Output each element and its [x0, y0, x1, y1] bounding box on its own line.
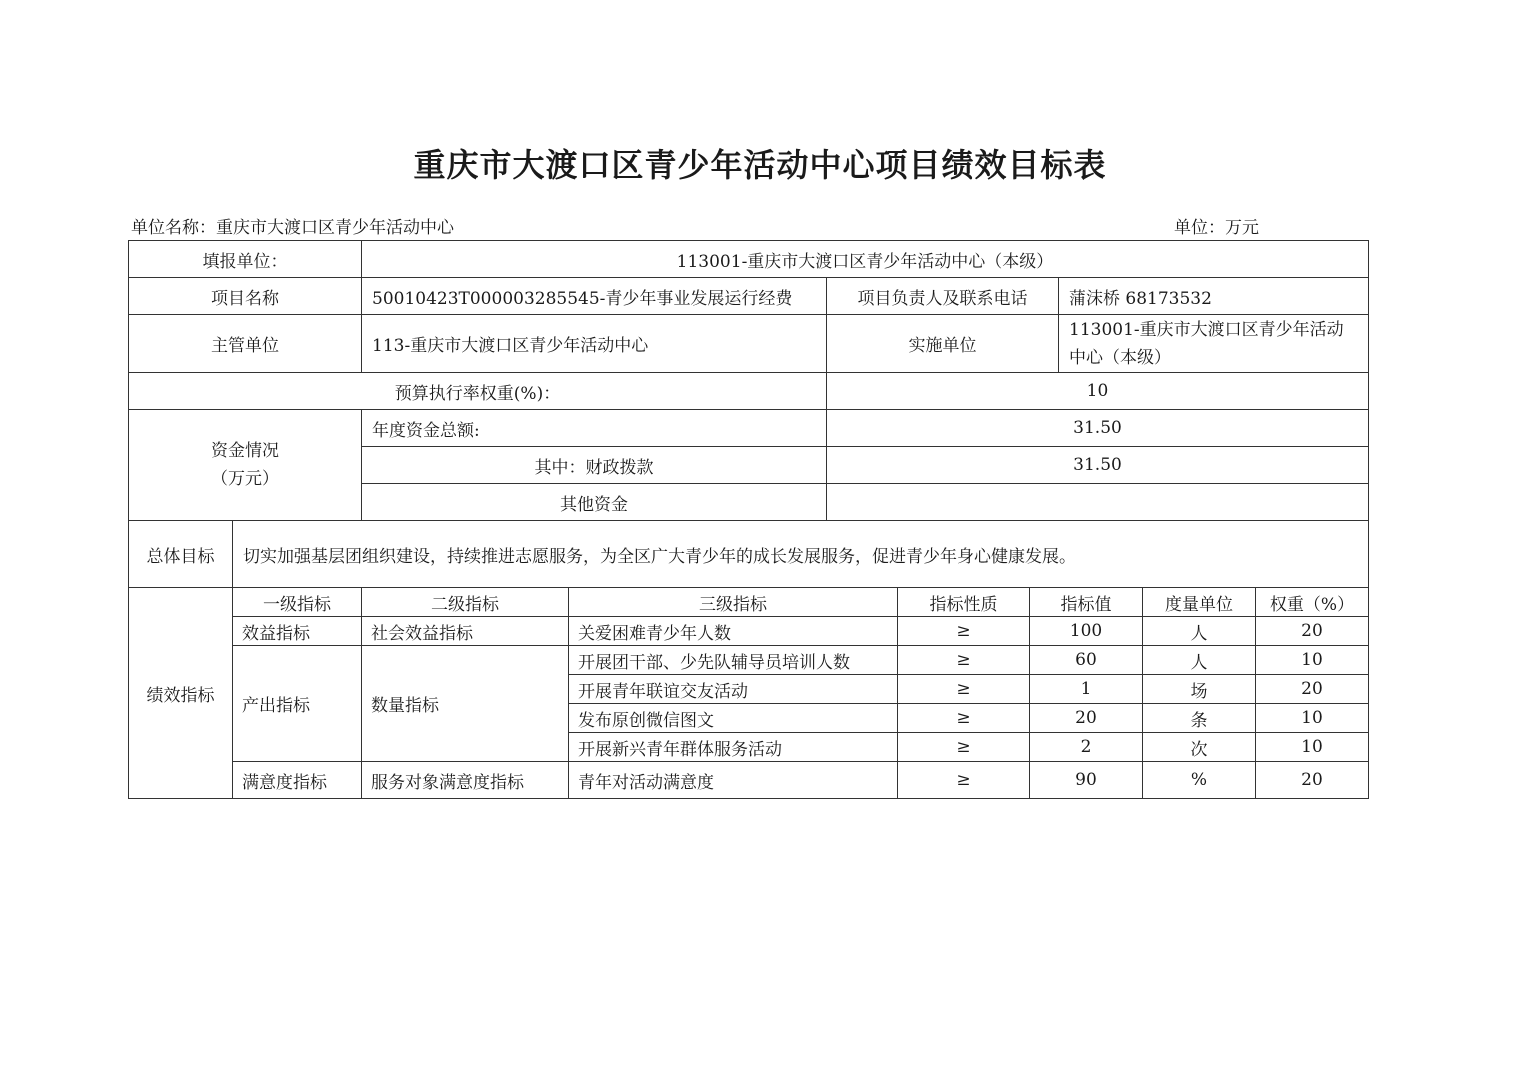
budget-rate-value: 10 [827, 373, 1369, 410]
project-info-table [128, 240, 1369, 588]
table-row [129, 762, 1369, 799]
nature-cell: ≥ [898, 762, 1030, 799]
value-cell: 2 [1030, 733, 1143, 762]
currency-unit-label: 单位：万元 [1174, 218, 1259, 238]
level1-cell: 效益指标 [233, 617, 362, 646]
fiscal-label: 其中：财政拨款 [362, 447, 827, 484]
header-weight: 权重（%） [1256, 588, 1369, 617]
table-row [129, 646, 1369, 675]
value-cell: 60 [1030, 646, 1143, 675]
unit-cell: 条 [1143, 704, 1256, 733]
implementer-label: 实施单位 [827, 315, 1059, 373]
other-funds-label: 其他资金 [362, 484, 827, 521]
reporting-unit-label: 填报单位： [129, 241, 362, 278]
header-level3: 三级指标 [569, 588, 898, 617]
level1-cell: 满意度指标 [233, 762, 362, 799]
unit-cell: 人 [1143, 646, 1256, 675]
nature-cell: ≥ [898, 675, 1030, 704]
nature-cell: ≥ [898, 733, 1030, 762]
value-cell: 100 [1030, 617, 1143, 646]
nature-cell: ≥ [898, 704, 1030, 733]
unit-cell: 场 [1143, 675, 1256, 704]
project-name-label: 项目名称 [129, 278, 362, 315]
level3-cell: 开展团干部、少先队辅导员培训人数 [569, 646, 898, 675]
performance-section-label: 绩效指标 [129, 588, 233, 799]
annual-total-label: 年度资金总额: [362, 410, 827, 447]
unit-cell: 人 [1143, 617, 1256, 646]
weight-cell: 20 [1256, 675, 1369, 704]
weight-cell: 20 [1256, 617, 1369, 646]
annual-total-value: 31.50 [827, 410, 1369, 447]
funds-label-text: 资金情况 [211, 441, 279, 461]
level3-cell: 开展青年联谊交友活动 [569, 675, 898, 704]
header-level2: 二级指标 [362, 588, 569, 617]
funds-unit-text: （万元） [211, 469, 279, 489]
fiscal-value: 31.50 [827, 447, 1369, 484]
value-cell: 90 [1030, 762, 1143, 799]
unit-name-label: 单位名称：重庆市大渡口区青少年活动中心 [131, 218, 454, 238]
level3-cell: 发布原创微信图文 [569, 704, 898, 733]
level2-cell: 服务对象满意度指标 [362, 762, 569, 799]
header-value: 指标值 [1030, 588, 1143, 617]
performance-indicator-table [128, 587, 1369, 799]
level2-cell: 社会效益指标 [362, 617, 569, 646]
implementer-value: 113001-重庆市大渡口区青少年活动中心（本级） [1059, 315, 1369, 373]
value-cell: 1 [1030, 675, 1143, 704]
level3-cell: 青年对活动满意度 [569, 762, 898, 799]
header-level1: 一级指标 [233, 588, 362, 617]
unit-cell: % [1143, 762, 1256, 799]
page-title: 重庆市大渡口区青少年活动中心项目绩效目标表 [413, 146, 1107, 184]
weight-cell: 10 [1256, 733, 1369, 762]
overall-goal-value: 切实加强基层团组织建设，持续推进志愿服务，为全区广大青少年的成长发展服务，促进青少年身心健康发展。 [233, 521, 1369, 588]
table-row [129, 617, 1369, 646]
nature-cell: ≥ [898, 646, 1030, 675]
level2-cell: 数量指标 [362, 646, 569, 762]
header-unit: 度量单位 [1143, 588, 1256, 617]
supervisor-label: 主管单位 [129, 315, 362, 373]
project-leader-label: 项目负责人及联系电话 [827, 278, 1059, 315]
budget-rate-label: 预算执行率权重(%)： [129, 373, 827, 410]
supervisor-value: 113-重庆市大渡口区青少年活动中心 [362, 315, 827, 373]
project-name-value: 50010423T000003285545-青少年事业发展运行经费 [362, 278, 827, 315]
overall-goal-label: 总体目标 [129, 521, 233, 588]
weight-cell: 10 [1256, 646, 1369, 675]
value-cell: 20 [1030, 704, 1143, 733]
nature-cell: ≥ [898, 617, 1030, 646]
level3-cell: 开展新兴青年群体服务活动 [569, 733, 898, 762]
unit-cell: 次 [1143, 733, 1256, 762]
level3-cell: 关爱困难青少年人数 [569, 617, 898, 646]
level1-cell: 产出指标 [233, 646, 362, 762]
funds-label [129, 410, 362, 521]
reporting-unit-value: 113001-重庆市大渡口区青少年活动中心（本级） [362, 241, 1369, 278]
project-leader-value: 蒲沫桥 68173532 [1059, 278, 1369, 315]
other-funds-value [827, 484, 1369, 521]
header-nature: 指标性质 [898, 588, 1030, 617]
weight-cell: 10 [1256, 704, 1369, 733]
weight-cell: 20 [1256, 762, 1369, 799]
